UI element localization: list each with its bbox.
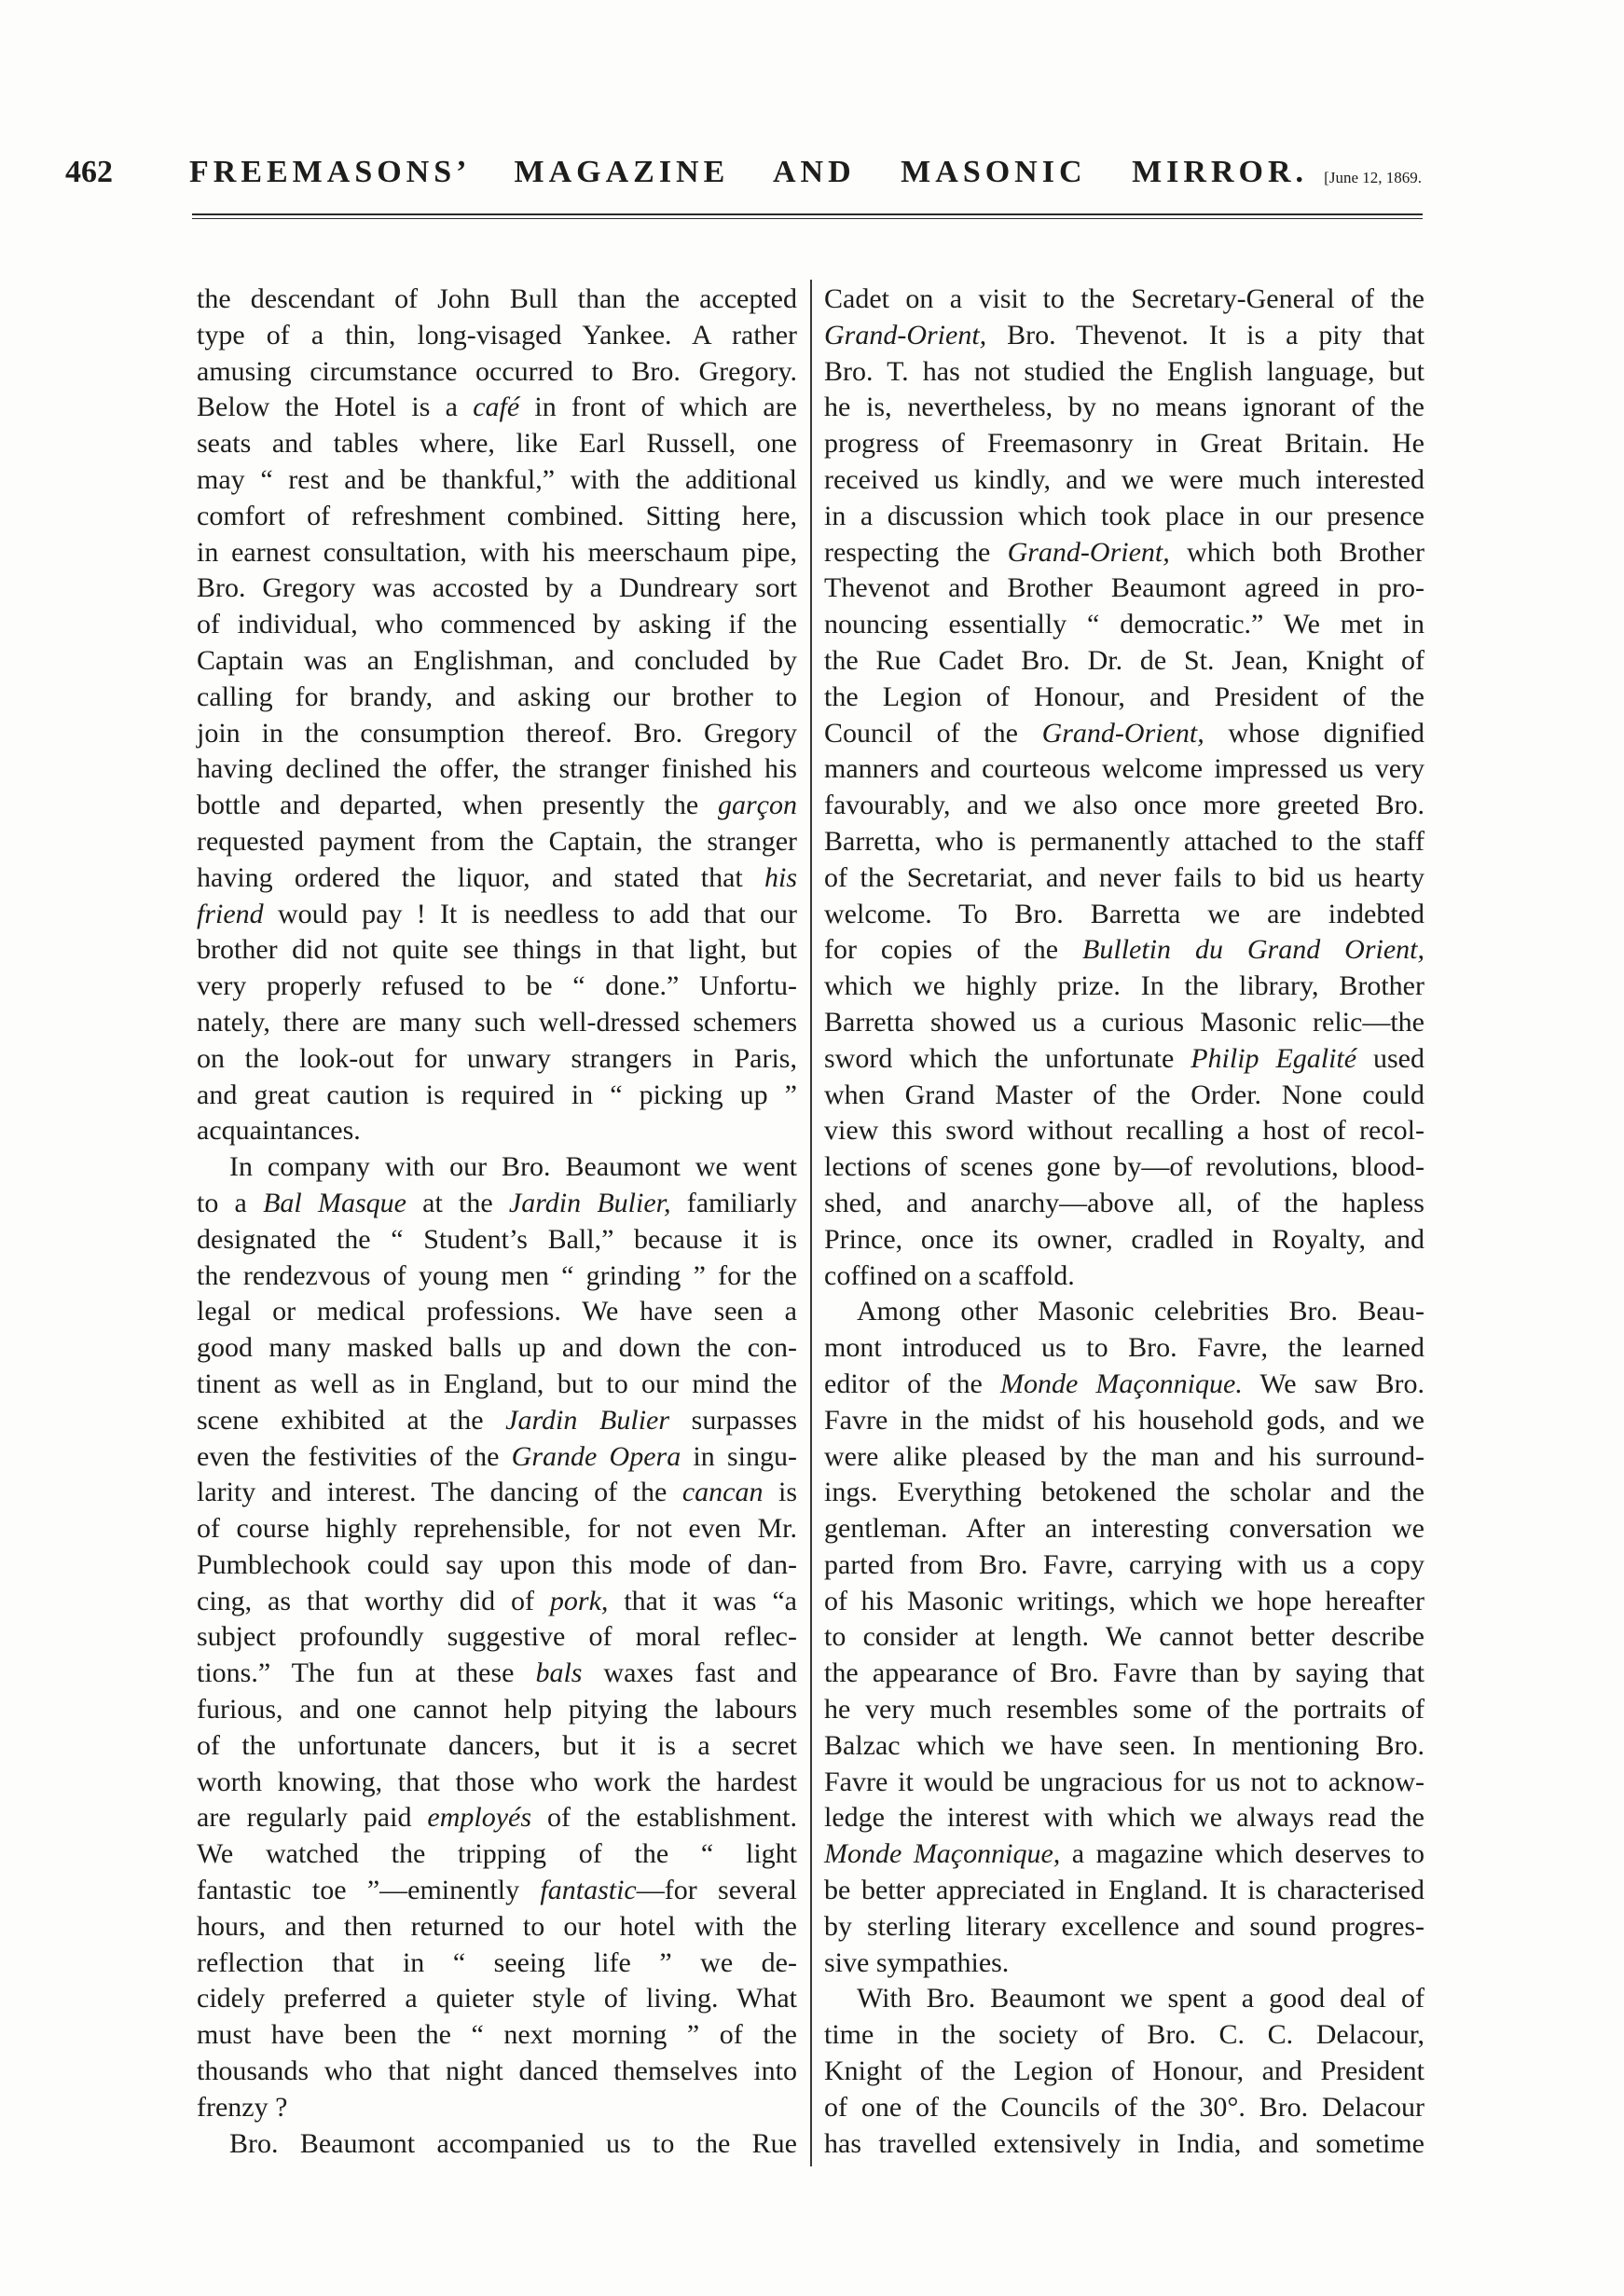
text-line	[824, 1800, 1424, 1836]
text-line	[824, 1149, 1424, 1186]
text-run: in singu-	[681, 1440, 797, 1472]
italic-run: pork,	[549, 1585, 609, 1616]
text-line	[824, 571, 1424, 607]
text-line	[197, 2054, 797, 2090]
italic-run: Monde Maçonnique,	[824, 1838, 1061, 1870]
text-run: at the	[406, 1187, 509, 1218]
text-line	[824, 2126, 1424, 2163]
italic-run: Bal Masque	[263, 1187, 406, 1218]
text-run: of course highly reprehensible, for not even Mr.	[197, 1513, 797, 1545]
text-run: of the Secretariat, and never fails to bid us hearty	[824, 861, 1424, 893]
text-run: for copies of the	[824, 934, 1083, 966]
text-run: sword which the unfortunate	[824, 1042, 1191, 1074]
text-line	[197, 426, 797, 462]
text-run: Favre it would be ungracious for us not to acknow-	[824, 1766, 1424, 1797]
italic-run: Grand-Orient,	[824, 319, 987, 351]
text-run: on the look-out for unwary strangers in Paris,	[197, 1042, 797, 1074]
text-run: gentleman. After an interesting conversation we	[824, 1513, 1424, 1545]
text-run: Balzac which we have seen. In mentioning Bro.	[824, 1729, 1424, 1761]
text-run: a magazine which deserves to	[1060, 1838, 1425, 1870]
italic-run: Grande Opera	[511, 1440, 681, 1472]
text-line	[824, 1113, 1424, 1149]
header-double-rule	[192, 213, 1423, 219]
text-line	[824, 1728, 1424, 1765]
text-line	[824, 1656, 1424, 1692]
text-run: surpasses	[669, 1404, 798, 1436]
text-run: Bro. Gregory was accosted by a Dundreary sort	[197, 572, 797, 604]
text-run: type of a thin, long-visaged Yankee. A rather	[197, 319, 797, 351]
text-line	[824, 1258, 1424, 1295]
text-run: Bro. T. has not studied the English language, but	[824, 355, 1424, 387]
column-right	[824, 282, 1424, 2162]
text-run: ings. Everything betokened the scholar and the	[824, 1477, 1424, 1508]
text-run: scene exhibited at the	[197, 1404, 506, 1436]
text-run: Council of the	[824, 717, 1042, 749]
text-line	[824, 1475, 1424, 1511]
paragraph	[824, 1981, 1424, 2162]
page-number: 462	[65, 155, 113, 189]
text-line	[824, 932, 1424, 969]
text-line	[824, 1294, 1424, 1330]
text-line	[824, 1981, 1424, 2017]
text-line	[824, 1619, 1424, 1656]
text-line	[197, 1945, 797, 1982]
italic-run: cancan	[681, 1477, 764, 1508]
text-run: to consider at length. We cannot better describe	[824, 1621, 1424, 1653]
text-line	[197, 607, 797, 643]
text-line	[197, 354, 797, 391]
text-run: whose dignified	[1204, 717, 1424, 749]
text-run: which both Brother	[1169, 536, 1424, 568]
text-run: Pumblechook could say upon this mode of dan-	[197, 1548, 797, 1580]
text-line	[824, 1547, 1424, 1584]
text-line	[197, 1330, 797, 1367]
text-line	[197, 788, 797, 824]
column-left	[197, 282, 797, 2162]
text-run: seats and tables where, like Earl Russell, one	[197, 428, 797, 460]
text-run: by sterling literary excellence and sound progres-	[824, 1910, 1424, 1942]
paragraph	[197, 2126, 797, 2163]
text-line	[197, 1439, 797, 1476]
text-line	[824, 1439, 1424, 1476]
text-run: Prince, once its owner, cradled in Royalty, and	[824, 1223, 1424, 1255]
italic-run: friend	[197, 898, 264, 929]
text-line	[824, 897, 1424, 933]
text-line	[824, 1222, 1424, 1258]
text-run: larity and interest. The dancing of the	[197, 1477, 682, 1508]
text-run: in earnest consultation, with his meerschaum pipe,	[197, 536, 797, 568]
text-line	[197, 318, 797, 354]
text-run: in a discussion which took place in our presence	[824, 500, 1424, 531]
text-line	[824, 1041, 1424, 1078]
italic-run: Grand-Orient,	[1007, 536, 1170, 568]
text-run: —for several	[636, 1875, 797, 1906]
text-run: We watched the tripping of the “ light	[197, 1838, 797, 1870]
text-run: good many masked balls up and down the con-	[197, 1332, 797, 1364]
text-line	[824, 1403, 1424, 1439]
italic-run: his	[764, 861, 797, 893]
text-run: he is, nevertheless, by no means ignorant of the	[824, 392, 1424, 423]
text-run: editor of the	[824, 1368, 1000, 1399]
text-run: thousands who that night danced themselves into	[197, 2055, 797, 2087]
text-run: fantastic toe ”—eminently	[197, 1875, 541, 1906]
text-run: in front of which are	[519, 392, 797, 423]
text-run: be better appreciated in England. It is characterised	[824, 1875, 1424, 1906]
text-line	[824, 1186, 1424, 1222]
text-run: lections of scenes gone by—of revolutions, blood-	[824, 1151, 1424, 1183]
paragraph	[197, 1149, 797, 2126]
text-line	[197, 1367, 797, 1403]
text-run: furious, and one cannot help pitying the labours	[197, 1694, 797, 1725]
text-line	[824, 1692, 1424, 1728]
text-line	[824, 1945, 1424, 1982]
text-run: cidely preferred a quieter style of living. What	[197, 1983, 797, 2014]
text-run: of one of the Councils of the 30°. Bro. Delacour	[824, 2091, 1424, 2123]
issue-date: [June 12, 1869.	[1324, 169, 1422, 186]
text-line	[197, 897, 797, 933]
text-line	[824, 499, 1424, 535]
text-run: Bro. Thevenot. It is a pity that	[986, 319, 1424, 351]
text-run: of individual, who commenced by asking if the	[197, 609, 797, 640]
italic-run: Jardin Bulier,	[508, 1187, 671, 1218]
text-line	[824, 1909, 1424, 1945]
text-line	[197, 2090, 797, 2126]
text-run: the rendezvous of young men “ grinding ” for the	[197, 1259, 797, 1291]
text-run: Barretta showed us a curious Masonic relic—the	[824, 1006, 1424, 1038]
italic-run: employés	[427, 1802, 532, 1834]
text-line	[824, 824, 1424, 860]
text-run: favourably, and we also once more greeted Bro.	[824, 790, 1424, 821]
text-run: the Legion of Honour, and President of the	[824, 681, 1424, 712]
text-run: manners and courteous welcome impressed us very	[824, 753, 1424, 785]
italic-run: garçon	[718, 790, 797, 821]
text-line	[824, 2090, 1424, 2126]
text-run: the Rue Cadet Bro. Dr. de St. Jean, Knight of	[824, 644, 1424, 676]
text-run: welcome. To Bro. Barretta we are indebted	[824, 898, 1424, 929]
italic-run: fantastic	[540, 1875, 637, 1906]
text-run: coffined on a scaffold.	[824, 1259, 1075, 1291]
text-line	[197, 1294, 797, 1330]
text-line	[197, 1186, 797, 1222]
text-line	[197, 1765, 797, 1801]
text-run: Favre in the midst of his household gods, and we	[824, 1404, 1424, 1436]
text-line	[197, 462, 797, 499]
text-run: when Grand Master of the Order. None could	[824, 1079, 1424, 1110]
text-run: used	[1356, 1042, 1424, 1074]
text-line	[824, 462, 1424, 499]
text-line	[197, 1403, 797, 1439]
text-run: the appearance of Bro. Favre than by saying that	[824, 1657, 1424, 1689]
text-run: of the unfortunate dancers, but it is a secret	[197, 1729, 797, 1761]
text-run: waxes fast and	[582, 1657, 797, 1689]
text-line	[197, 1656, 797, 1692]
text-run: nately, there are many such well-dressed schemers	[197, 1006, 797, 1038]
text-run: Knight of the Legion of Honour, and President	[824, 2055, 1424, 2087]
text-run: may “ rest and be thankful,” with the additional	[197, 463, 797, 495]
text-line	[197, 1836, 797, 1873]
italic-run: Monde Maçonnique.	[999, 1368, 1243, 1399]
text-run: amusing circumstance occurred to Bro. Gregory.	[197, 355, 797, 387]
text-line	[824, 426, 1424, 462]
text-line	[197, 1692, 797, 1728]
text-line	[197, 860, 797, 897]
text-run: Among other Masonic celebrities Bro. Beau-	[857, 1296, 1424, 1327]
text-run: parted from Bro. Favre, carrying with us a copy	[824, 1548, 1424, 1580]
italic-run: bals	[535, 1657, 583, 1689]
text-run: Thevenot and Brother Beaumont agreed in pro-	[824, 572, 1424, 604]
text-line	[197, 1800, 797, 1836]
text-run: Cadet on a visit to the Secretary-General of the	[824, 283, 1424, 314]
text-run: having ordered the liquor, and stated that	[197, 861, 764, 893]
text-run: of the establishment.	[531, 1802, 797, 1834]
text-run: progress of Freemasonry in Great Britain. He	[824, 428, 1424, 460]
text-run: brother did not quite see things in that light, but	[197, 934, 797, 966]
paragraph	[824, 1294, 1424, 1981]
text-run: familiarly	[670, 1187, 798, 1218]
text-line	[197, 680, 797, 716]
text-line	[197, 1041, 797, 1078]
paragraph	[824, 282, 1424, 1294]
text-line	[824, 1873, 1424, 1909]
text-line	[197, 1258, 797, 1295]
text-run: received us kindly, and we were much interested	[824, 463, 1424, 495]
text-run: sive sympathies.	[824, 1946, 1010, 1978]
running-title: FREEMASONS’ MAGAZINE AND MASONIC MIRROR.	[189, 155, 1308, 189]
italic-run: Grand-Orient,	[1041, 717, 1204, 749]
text-run: subject profoundly suggestive of moral reflec-	[197, 1621, 797, 1653]
text-line	[824, 680, 1424, 716]
text-run: having declined the offer, the stranger finished his	[197, 753, 797, 785]
text-line	[197, 1547, 797, 1584]
text-line	[824, 1330, 1424, 1367]
text-line	[197, 716, 797, 752]
text-run: very properly refused to be “ done.” Unfortu-	[197, 970, 797, 1002]
text-line	[197, 1619, 797, 1656]
text-run: cing, as that worthy did of	[197, 1585, 550, 1616]
text-line	[197, 1728, 797, 1765]
text-run: calling for brandy, and asking our brother to	[197, 681, 797, 712]
text-line	[824, 643, 1424, 680]
text-line	[824, 354, 1424, 391]
text-line	[197, 1149, 797, 1186]
text-line	[197, 1078, 797, 1114]
text-run: worth knowing, that those who work the hardest	[197, 1766, 797, 1797]
text-line	[197, 1873, 797, 1909]
text-line	[197, 824, 797, 860]
text-line	[197, 1909, 797, 1945]
text-run: which we highly prize. In the library, Brother	[824, 970, 1424, 1002]
text-line	[197, 2017, 797, 2054]
text-run: nouncing essentially “ democratic.” We met in	[824, 609, 1424, 640]
text-line	[824, 390, 1424, 426]
text-run: must have been the “ next morning ” of the	[197, 2019, 797, 2051]
text-line	[197, 643, 797, 680]
text-run: mont introduced us to Bro. Favre, the learned	[824, 1332, 1424, 1364]
text-run: Below the Hotel is a	[197, 392, 474, 423]
text-run: even the festivities of the	[197, 1440, 512, 1472]
text-run: are regularly paid	[197, 1802, 428, 1834]
text-line	[824, 860, 1424, 897]
text-run: frenzy ?	[197, 2091, 288, 2123]
text-line	[824, 282, 1424, 318]
text-line	[197, 282, 797, 318]
text-line	[197, 751, 797, 788]
text-run: Barretta, who is permanently attached to the staff	[824, 825, 1424, 857]
text-run: has travelled extensively in India, and sometime	[824, 2127, 1424, 2159]
text-line	[824, 607, 1424, 643]
text-line	[197, 499, 797, 535]
text-run: view this sword without recalling a host of recol-	[824, 1115, 1424, 1147]
text-run: were alike pleased by the man and his surround-	[824, 1440, 1424, 1472]
text-line	[197, 1005, 797, 1041]
text-line	[197, 932, 797, 969]
text-run: and great caution is required in “ picking up ”	[197, 1079, 797, 1110]
text-run: comfort of refreshment combined. Sitting here,	[197, 500, 797, 531]
text-run: ledge the interest with which we always read the	[824, 1802, 1424, 1834]
text-run: shed, and anarchy—above all, of the hapless	[824, 1187, 1424, 1218]
text-run: bottle and departed, when presently the	[197, 790, 718, 821]
text-line	[824, 535, 1424, 571]
text-line	[197, 1475, 797, 1511]
text-run: Bro. Beaumont accompanied us to the Rue	[229, 2127, 797, 2159]
text-line	[824, 1005, 1424, 1041]
italic-run: Bulletin du Grand Orient,	[1082, 934, 1424, 966]
text-run: join in the consumption thereof. Bro. Gregory	[197, 717, 797, 749]
italic-run: Jardin Bulier	[505, 1404, 670, 1436]
column-divider	[810, 280, 812, 2166]
text-run: With Bro. Beaumont we spent a good deal of	[857, 1983, 1424, 2014]
text-run: of his Masonic writings, which we hope hereafter	[824, 1585, 1424, 1616]
text-line	[197, 571, 797, 607]
text-run: would pay ! It is needless to add that our	[263, 898, 797, 929]
text-run: We saw Bro.	[1242, 1368, 1424, 1399]
text-line	[197, 535, 797, 571]
text-line	[824, 318, 1424, 354]
text-line	[824, 1367, 1424, 1403]
text-line	[197, 2126, 797, 2163]
text-run: tinent as well as in England, but to our mind the	[197, 1368, 797, 1399]
text-run: time in the society of Bro. C. C. Delacour,	[824, 2019, 1424, 2051]
text-line	[197, 969, 797, 1005]
text-run: legal or medical professions. We have seen a	[197, 1296, 797, 1327]
text-line	[824, 1765, 1424, 1801]
text-run: hours, and then returned to our hotel with the	[197, 1910, 797, 1942]
paragraph	[197, 282, 797, 1149]
text-line	[197, 1584, 797, 1620]
text-line	[824, 2017, 1424, 2054]
italic-run: Philip Egalité	[1190, 1042, 1357, 1074]
text-run: to a	[197, 1187, 264, 1218]
text-line	[197, 1113, 797, 1149]
text-line	[197, 1981, 797, 2017]
text-run: Captain was an Englishman, and concluded by	[197, 644, 797, 676]
text-line	[824, 2054, 1424, 2090]
text-run: In company with our Bro. Beaumont we went	[229, 1151, 797, 1183]
text-run: is	[763, 1477, 797, 1508]
text-run: he very much resembles some of the portraits of	[824, 1694, 1424, 1725]
text-line	[824, 1078, 1424, 1114]
text-line	[824, 788, 1424, 824]
text-run: requested payment from the Captain, the stranger	[197, 825, 797, 857]
text-line	[824, 751, 1424, 788]
text-run: respecting the	[824, 536, 1008, 568]
text-line	[197, 1222, 797, 1258]
text-line	[197, 390, 797, 426]
text-run: the descendant of John Bull than the accepted	[197, 283, 797, 314]
text-run: that it was “a	[608, 1585, 797, 1616]
text-run: acquaintances.	[197, 1115, 361, 1147]
text-line	[824, 969, 1424, 1005]
text-run: designated the “ Student’s Ball,” because it is	[197, 1223, 797, 1255]
text-line	[824, 1511, 1424, 1547]
text-run: reflection that in “ seeing life ” we de-	[197, 1946, 797, 1978]
text-line	[824, 1584, 1424, 1620]
text-line	[824, 716, 1424, 752]
text-run: tions.” The fun at these	[197, 1657, 536, 1689]
text-line	[197, 1511, 797, 1547]
text-line	[824, 1836, 1424, 1873]
italic-run: café	[473, 392, 520, 423]
